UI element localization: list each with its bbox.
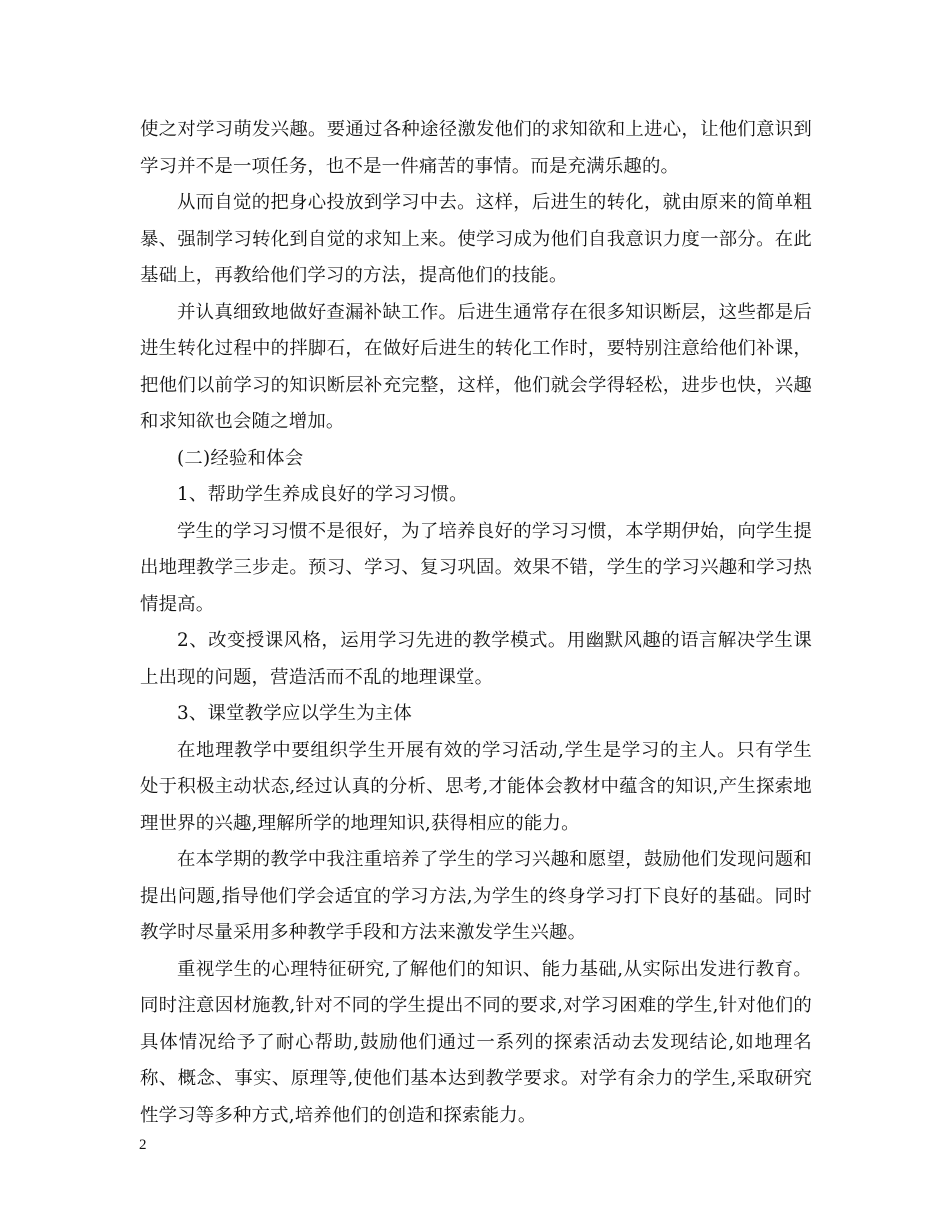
list-heading: 1、帮助学生养成良好的学习习惯。 [177, 484, 468, 505]
paragraph: 在本学期的教学中我注重培养了学生的学习兴趣和愿望，鼓励他们发现问题和提出问题,指导他们学会适宜的学习方法,为学生的终身学习打下良好的基础。同时教学时尽量采用多种教学手段和方法来激发学生兴趣。 [140, 849, 812, 943]
paragraph: 从而自觉的把身心投放到学习中去。这样，后进生的转化，就由原来的简单粗暴、强制学习转化到自觉的求知上来。使学习成为他们自我意识力度一部分。在此基础上，再教给他们学习的方法，提高他们的技能。 [140, 192, 812, 286]
section-heading: (二)经验和体会 [177, 447, 304, 469]
page-number: 2 [139, 1137, 147, 1153]
paragraph: 在地理教学中要组织学生开展有效的学习活动,学生是学习的主人。只有学生处于积极主动状态,经过认真的分析、思考,才能体会教材中蕴含的知识,产生探索地理世界的兴趣,理解所学的地理知识,获得相应的能力。 [140, 739, 812, 834]
paragraph: 学生的学习习惯不是很好，为了培养良好的学习习惯，本学期伊始，向学生提出地理教学三步走。预习、学习、复习巩固。效果不错，学生的学习兴趣和学习热情提高。 [140, 520, 812, 615]
list-heading: 3、课堂教学应以学生为主体 [177, 703, 412, 724]
paragraph: 并认真细致地做好查漏补缺工作。后进生通常存在很多知识断层，这些都是后进生转化过程中的拌脚石，在做好后进生的转化工作时，要特别注意给他们补课，把他们以前学习的知识断层补充完整，这样，他们就会学得轻松，进步也快，兴趣和求知欲也会随之增加。 [140, 301, 812, 432]
list-heading: 2、改变授课风格，运用学习先进的教学模式。用幽默风趣的语言解决学生课上出现的问题，营造活而不乱的地理课堂。 [140, 630, 812, 688]
paragraph: 使之对学习萌发兴趣。要通过各种途径激发他们的求知欲和上进心，让他们意识到学习并不是一项任务，也不是一件痛苦的事情。而是充满乐趣的。 [140, 119, 812, 177]
paragraph: 重视学生的心理特征研究,了解他们的知识、能力基础,从实际出发进行教育。同时注意因材施教,针对不同的学生提出不同的要求,对学习困难的学生,针对他们的具体情况给予了耐心帮助,鼓励他们通过一系列的探索活动去发现结论,如地理名称、概念、事实、原理等,使他们基本达到教学要求。对学有余力的学生,采取研究性学习等多种方式,培养他们的创造和探索能力。 [140, 958, 812, 1126]
body-text [140, 112, 812, 1134]
